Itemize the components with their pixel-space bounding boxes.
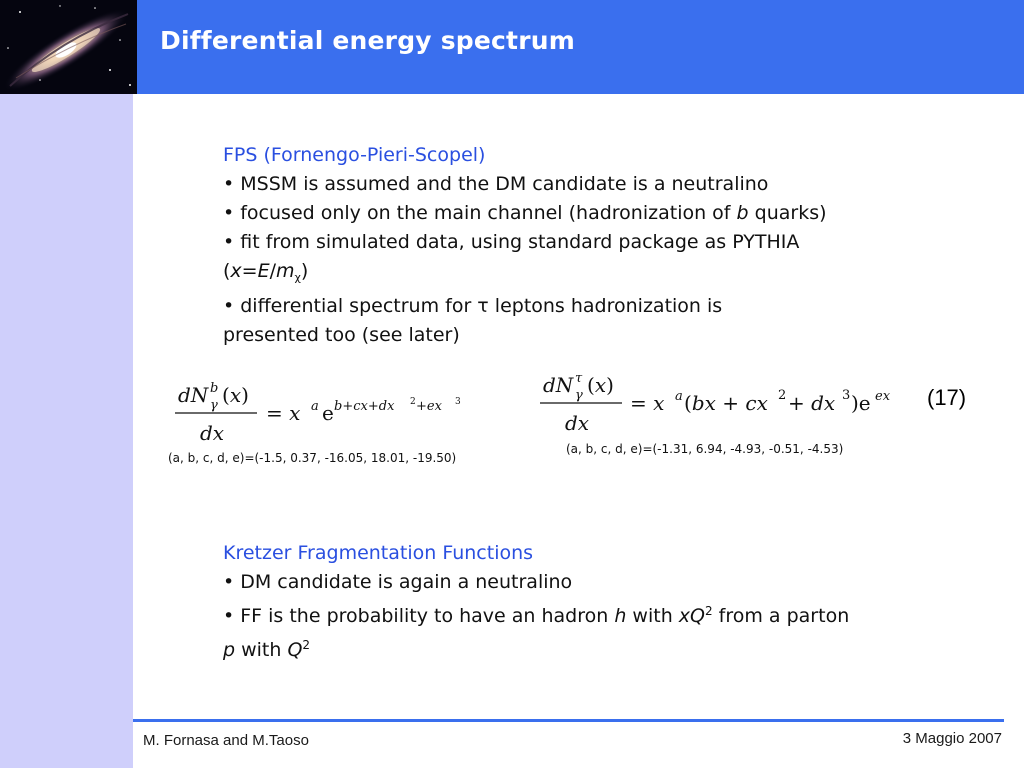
- svg-text:2: 2: [778, 388, 787, 403]
- footer-authors: M. Fornasa and M.Taoso: [143, 732, 309, 749]
- svg-text:2: 2: [410, 397, 416, 407]
- footer-divider: [133, 719, 1004, 722]
- equation-number: (17): [927, 385, 967, 410]
- kretzer-bullet-2-pre: • FF is the probability to have an hadron: [223, 605, 615, 627]
- galaxy-image: [0, 0, 137, 94]
- fps-bullet-2: [223, 199, 827, 228]
- equation-2-params: (a, b, c, d, e)=(-1.31, 6.94, -4.93, -0.51, -4.53): [566, 442, 844, 456]
- formula-eq: =: [241, 260, 258, 282]
- kretzer-h: h: [614, 605, 627, 627]
- kretzer-bullet-2-post: from a parton: [712, 605, 850, 627]
- fps-bullet-2-post: quarks): [748, 202, 827, 224]
- fps-bullet-3-formula: [223, 257, 827, 292]
- svg-text:3: 3: [842, 388, 851, 403]
- svg-text:γ: γ: [575, 388, 583, 403]
- equation-2: [538, 368, 908, 438]
- kretzer-p: p: [223, 639, 236, 661]
- kretzer-with-2: with: [235, 639, 288, 661]
- fps-bullet-1: • MSSM is assumed and the DM candidate is a neutralino: [223, 173, 769, 195]
- svg-text:dN: dN: [543, 373, 574, 397]
- formula-chi: χ: [294, 271, 301, 284]
- kretzer-with: with: [626, 605, 679, 627]
- fps-bullet-2-b: b: [736, 202, 749, 224]
- formula-E: E: [257, 260, 270, 282]
- svg-text:)e: )e: [851, 391, 871, 415]
- formula-slash: /: [269, 260, 277, 282]
- fps-bullet-4-tau: τ: [477, 295, 489, 317]
- kretzer-heading: Kretzer Fragmentation Functions: [223, 542, 534, 564]
- kretzer-xQ-sq: 2: [704, 604, 713, 618]
- svg-text:dx: dx: [565, 411, 590, 435]
- svg-text:γ: γ: [210, 398, 218, 413]
- svg-text:(x): (x): [222, 383, 249, 407]
- kretzer-bullet-2-cont: [223, 631, 849, 665]
- svg-text:= x: = x: [266, 401, 301, 425]
- header-bar: [0, 0, 1024, 94]
- fps-bullet-4-pre: • differential spectrum for: [223, 295, 478, 317]
- svg-text:+ dx: + dx: [788, 391, 836, 415]
- fps-bullet-4-post: leptons hadronization is: [488, 295, 723, 317]
- kretzer-bullet-2: [223, 597, 849, 631]
- svg-text:τ: τ: [575, 371, 583, 386]
- page-title: Differential energy spectrum: [160, 26, 575, 55]
- svg-text:+ex: +ex: [416, 399, 442, 414]
- footer-date: 3 Maggio 2007: [902, 730, 1002, 747]
- fps-bullet-4-cont: presented too (see later): [223, 324, 460, 346]
- kretzer-Q-sq: 2: [302, 638, 311, 652]
- equation-1: [170, 378, 480, 448]
- svg-text:b+cx+dx: b+cx+dx: [334, 399, 395, 414]
- fps-heading: FPS (Fornengo-Pieri-Scopel): [223, 144, 486, 166]
- svg-text:dx: dx: [200, 421, 225, 445]
- kretzer-bullet-1: • DM candidate is again a neutralino: [223, 571, 573, 593]
- equation-1-params: (a, b, c, d, e)=(-1.5, 0.37, -16.05, 18.01, -19.50): [168, 451, 457, 465]
- fps-section: [223, 141, 827, 350]
- svg-text:a: a: [675, 389, 683, 404]
- fps-bullet-4: [223, 292, 827, 321]
- fps-bullet-2-pre: • focused only on the main channel (hadronization of: [223, 202, 737, 224]
- formula-open: (: [223, 260, 231, 282]
- fps-bullet-3: • fit from simulated data, using standard package as PYTHIA: [223, 231, 800, 253]
- kretzer-xQ: xQ: [678, 605, 705, 627]
- formula-x: x: [230, 260, 242, 282]
- formula-m: m: [276, 260, 295, 282]
- svg-text:b: b: [210, 381, 219, 396]
- kretzer-Q: Q: [287, 639, 303, 661]
- kretzer-section: [223, 539, 849, 665]
- formula-close: ): [300, 260, 309, 282]
- left-sidebar: [0, 94, 133, 768]
- svg-text:3: 3: [455, 397, 461, 407]
- svg-text:a: a: [311, 399, 319, 414]
- svg-text:e: e: [322, 401, 334, 425]
- svg-text:(x): (x): [587, 373, 614, 397]
- svg-text:dN: dN: [178, 383, 209, 407]
- svg-text:= x: = x: [630, 391, 665, 415]
- svg-text:ex: ex: [875, 389, 891, 404]
- svg-text:(bx + cx: (bx + cx: [684, 391, 768, 415]
